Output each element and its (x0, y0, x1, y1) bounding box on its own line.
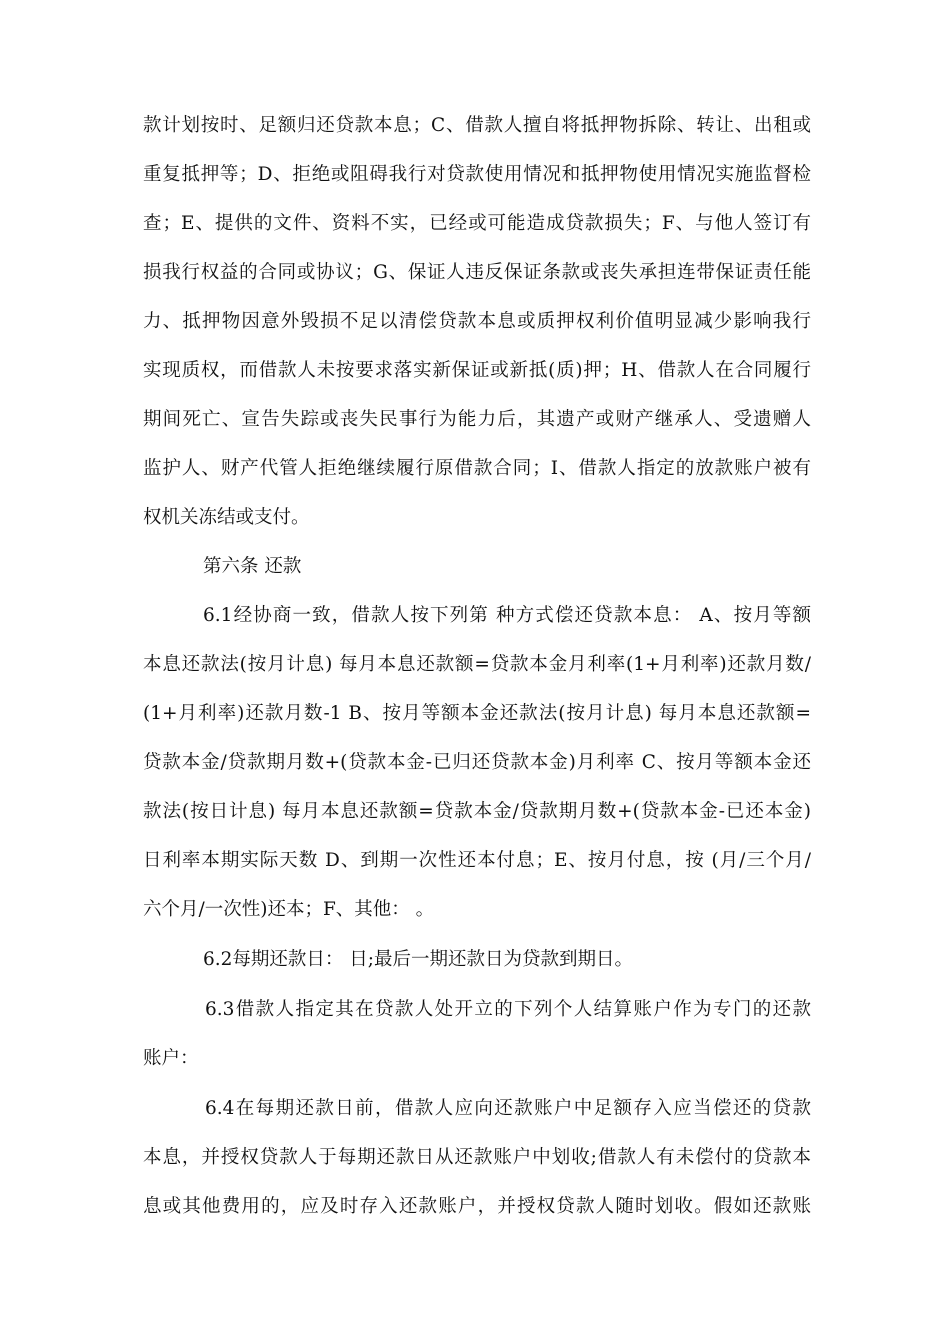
body-text-line: 权机关冻结或支付。 (143, 507, 310, 528)
section-heading: 第六条 还款 (203, 556, 302, 577)
clause-6-2-line: 6.2每期还款日： 日;最后一期还款日为贷款到期日。 (203, 949, 634, 970)
clause-6-1-line: 本息还款法(按月计息) 每月本息还款额=贷款本金月利率(1+月利率)还款月数/ (143, 654, 811, 675)
body-text-line: 监护人、财产代管人拒绝继续履行原借款合同；I、借款人指定的放款账户被有 (143, 458, 811, 479)
body-text-line: 查；E、提供的文件、资料不实，已经或可能造成贷款损失；F、与他人签订有 (143, 213, 811, 234)
clause-6-4-line: 息或其他费用的，应及时存入还款账户，并授权贷款人随时划收。假如还款账 (143, 1196, 811, 1217)
clause-6-3-line: 账户： (143, 1048, 199, 1069)
clause-6-3-line: 6.3借款人指定其在贷款人处开立的下列个人结算账户作为专门的还款 (205, 999, 811, 1020)
body-text-line: 重复抵押等；D、拒绝或阻碍我行对贷款使用情况和抵押物使用情况实施监督检 (143, 164, 811, 185)
clause-6-4-line: 本息，并授权贷款人于每期还款日从还款账户中划收;借款人有未偿付的贷款本 (143, 1147, 811, 1168)
body-text-line: 实现质权，而借款人未按要求落实新保证或新抵(质)押；H、借款人在合同履行 (143, 360, 811, 381)
clause-6-1-line: 日利率本期实际天数 D、到期一次性还本付息；E、按月付息，按 (月/三个月/ (143, 850, 811, 871)
clause-6-1-line: 贷款本金/贷款期月数+(贷款本金-已归还贷款本金)月利率 C、按月等额本金还 (143, 752, 811, 773)
clause-6-1-line: 款法(按日计息) 每月本息还款额=贷款本金/贷款期月数+(贷款本金-已还本金) (143, 801, 811, 822)
body-text-line: 力、抵押物因意外毁损不足以清偿贷款本息或质押权利价值明显减少影响我行 (143, 311, 811, 332)
body-text-line: 款计划按时、足额归还贷款本息；C、借款人擅自将抵押物拆除、转让、出租或 (143, 115, 811, 136)
clause-6-4-line: 6.4在每期还款日前，借款人应向还款账户中足额存入应当偿还的贷款 (205, 1098, 811, 1119)
body-text-line: 损我行权益的合同或协议；G、保证人违反保证条款或丧失承担连带保证责任能 (143, 262, 811, 283)
clause-6-1-line: 六个月/一次性)还本；F、其他： 。 (143, 899, 435, 920)
clause-6-1-line: (1+月利率)还款月数-1 B、按月等额本金还款法(按月计息) 每月本息还款额= (143, 703, 811, 724)
body-text-line: 期间死亡、宣告失踪或丧失民事行为能力后，其遗产或财产继承人、受遗赠人 (143, 409, 811, 430)
clause-6-1-line: 6.1经协商一致，借款人按下列第 种方式偿还贷款本息： A、按月等额 (203, 605, 811, 626)
